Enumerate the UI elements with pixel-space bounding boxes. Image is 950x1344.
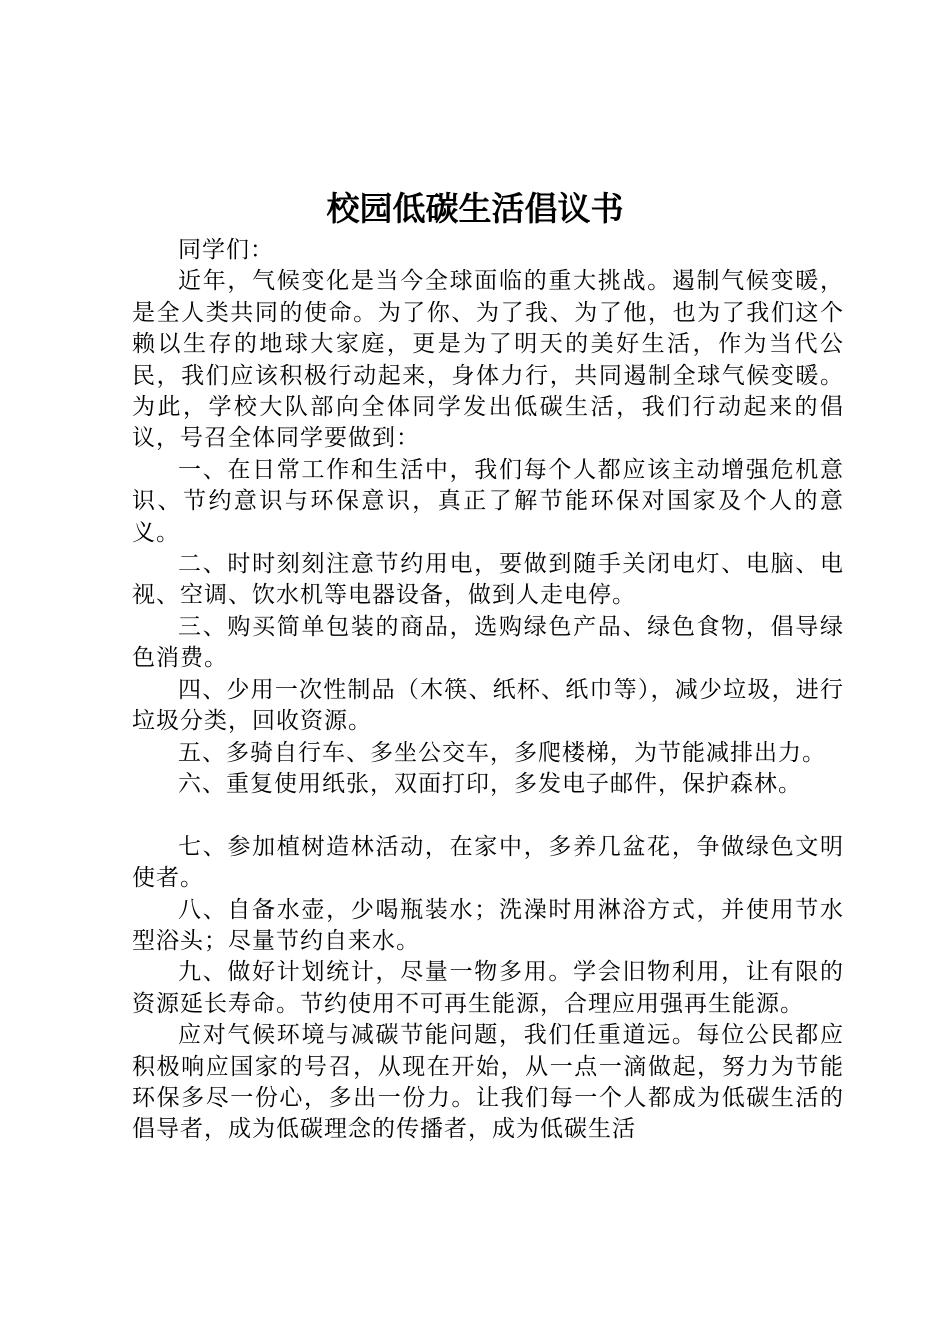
paragraph-item-7: 七、参加植树造林活动，在家中，多养几盆花，争做绿色文明使者。	[132, 833, 844, 892]
paragraph-item-9: 九、做好计划统计，尽量一物多用。学会旧物利用，让有限的资源延长寿命。节约使用不可再生能源，合理应用强再生能源。	[132, 959, 844, 1017]
paragraph-item-4: 四、少用一次性制品（木筷、纸杯、纸巾等），减少垃圾，进行垃圾分类，回收资源。	[132, 676, 844, 735]
paragraph-item-3: 三、购买简单包装的商品，选购绿色产品、绿色食物，倡导绿色消费。	[132, 613, 844, 672]
paragraph-conclusion: 应对气候环境与减碳节能问题，我们任重道远。每位公民都应积极响应国家的号召，从现在开始，从一点一滴做起，努力为节能环保多尽一份心，多出一份力。让我们每一个人都成为低碳生活的倡导者，成为低碳理念的传播者，成为低碳生活	[132, 1022, 844, 1143]
paragraph-item-2: 二、时时刻刻注意节约用电，要做到随手关闭电灯、电脑、电视、空调、饮水机等电器设备，做到人走电停。	[132, 551, 844, 609]
paragraph-item-6: 六、重复使用纸张，双面打印，多发电子邮件，保护森林。	[178, 770, 802, 797]
document-title: 校园低碳生活倡议书	[326, 189, 624, 228]
paragraph-item-5: 五、多骑自行车、多坐公交车，多爬楼梯，为节能减排出力。	[178, 739, 826, 766]
paragraph-intro: 近年，气候变化是当今全球面临的重大挑战。遏制气候变暖，是全人类共同的使命。为了你、为了我、为了他，也为了我们这个赖以生存的地球大家庭，更是为了明天的美好生活，作为当代公民，我们应该积极行动起来，身体力行，共同遏制全球气候变暖。为此，学校大队部向全体同学发出低碳生活，我们行动起来的倡议，号召全体同学要做到：	[132, 268, 844, 452]
paragraph-item-8: 八、自备水壶，少喝瓶装水；洗澡时用淋浴方式，并使用节水型浴头；尽量节约自来水。	[132, 896, 844, 954]
salutation: 同学们：	[178, 237, 274, 263]
document-body	[132, 235, 844, 1146]
paragraph-item-1: 一、在日常工作和生活中，我们每个人都应该主动增强危机意识、节约意识与环保意识，真正了解节能环保对国家及个人的意义。	[132, 456, 844, 546]
